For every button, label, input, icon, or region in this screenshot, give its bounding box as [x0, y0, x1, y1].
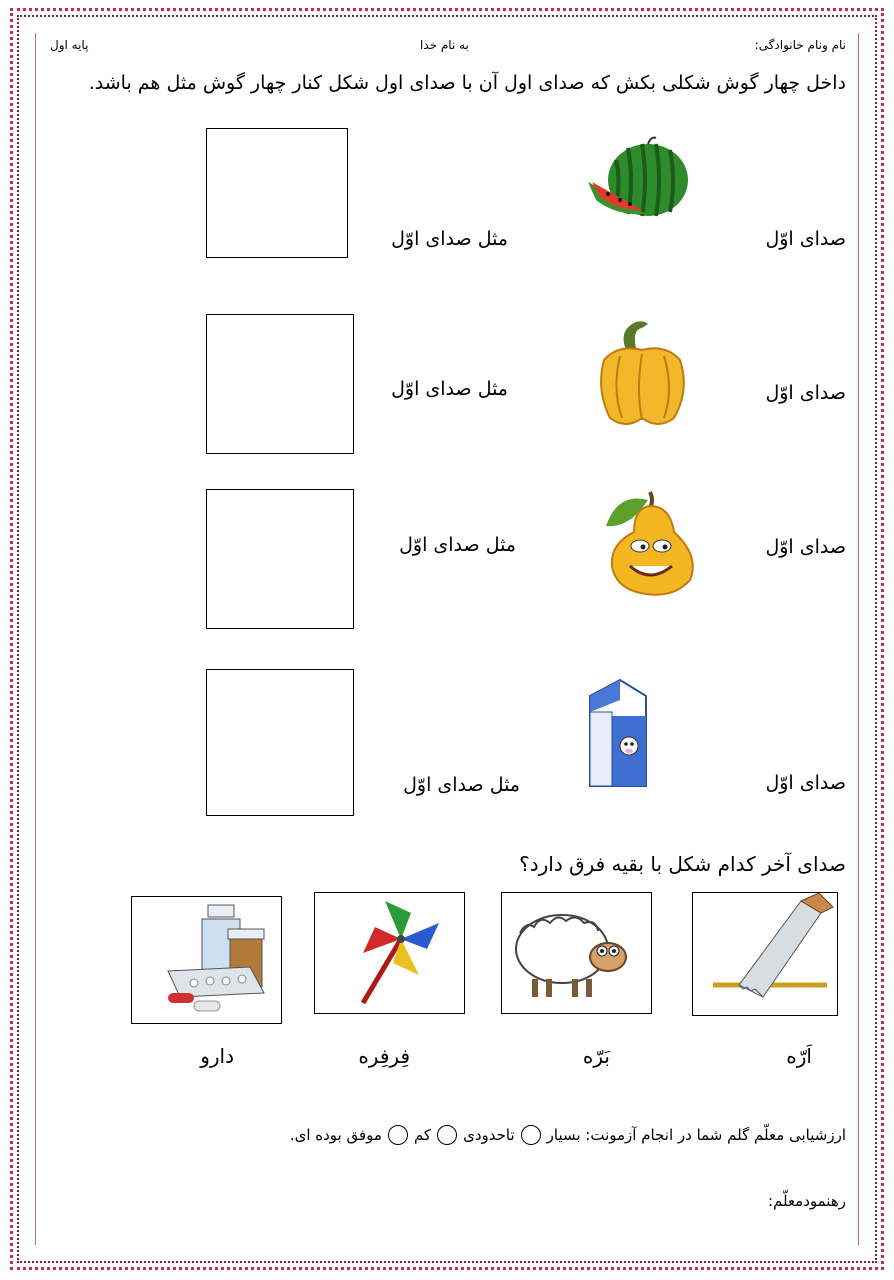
first-sound-label: صدای اوّل [765, 772, 846, 794]
drawing-box[interactable] [206, 314, 354, 454]
picture-word-medicine: دارو [200, 1044, 234, 1068]
question2-text: صدای آخر کدام شکل با بقیه فرق دارد؟ [519, 852, 846, 876]
drawing-box[interactable] [206, 489, 354, 629]
evaluation-option-circle[interactable] [521, 1125, 541, 1145]
evaluation-suffix: موفق بوده ای. [289, 1126, 382, 1144]
watermelon-icon [586, 134, 692, 220]
evaluation-prefix: ارزشیابی معلّم گلم شما در انجام آزمونت: بسیار [546, 1126, 846, 1144]
evaluation-row [290, 1125, 846, 1145]
page-border [10, 8, 884, 1270]
same-first-sound-label: مثل صدای اوّل [403, 774, 520, 796]
same-first-sound-label: مثل صدای اوّل [399, 534, 516, 556]
student-name-label: نام ونام خانوادگی: [754, 38, 846, 52]
picture-word-saw: اَرّه [786, 1044, 812, 1068]
picture-word-pinwheel: فِرفِره [358, 1044, 410, 1068]
first-sound-label: صدای اوّل [765, 536, 846, 558]
sheep-picture[interactable] [501, 892, 652, 1014]
evaluation-option-label: کم [413, 1126, 432, 1144]
instruction-text: داخل چهار گوش شکلی بکش که صدای اول آن با صدای اول شکل کنار چهار گوش مثل هم باشد. [88, 72, 846, 94]
picture-word-sheep: بَرّه [582, 1044, 610, 1068]
same-first-sound-label: مثل صدای اوّل [391, 228, 508, 250]
grade-label: پایه اول [50, 38, 89, 52]
milk-carton-icon [586, 676, 652, 790]
same-first-sound-label: مثل صدای اوّل [391, 378, 508, 400]
pinwheel-icon [315, 893, 463, 1012]
teacher-note-label: رهنمودمعلّم: [767, 1192, 846, 1210]
pinwheel-picture[interactable] [314, 892, 465, 1014]
medicine-picture[interactable] [131, 896, 282, 1024]
drawing-box[interactable] [206, 128, 348, 258]
bell-pepper-icon [586, 320, 698, 432]
saw-picture[interactable] [692, 892, 838, 1016]
evaluation-option-label: تاحدودی [463, 1126, 515, 1144]
bismillah-title: به نام خدا [420, 38, 469, 52]
evaluation-option-circle[interactable] [437, 1125, 457, 1145]
saw-icon [693, 893, 836, 1014]
pear-icon [600, 486, 700, 598]
first-sound-label: صدای اوّل [765, 228, 846, 250]
first-sound-label: صدای اوّل [765, 382, 846, 404]
drawing-box[interactable] [206, 669, 354, 816]
evaluation-option-circle[interactable] [388, 1125, 408, 1145]
page-border-inner [35, 33, 859, 1245]
medicine-icon [132, 897, 280, 1022]
sheep-icon [502, 893, 650, 1012]
